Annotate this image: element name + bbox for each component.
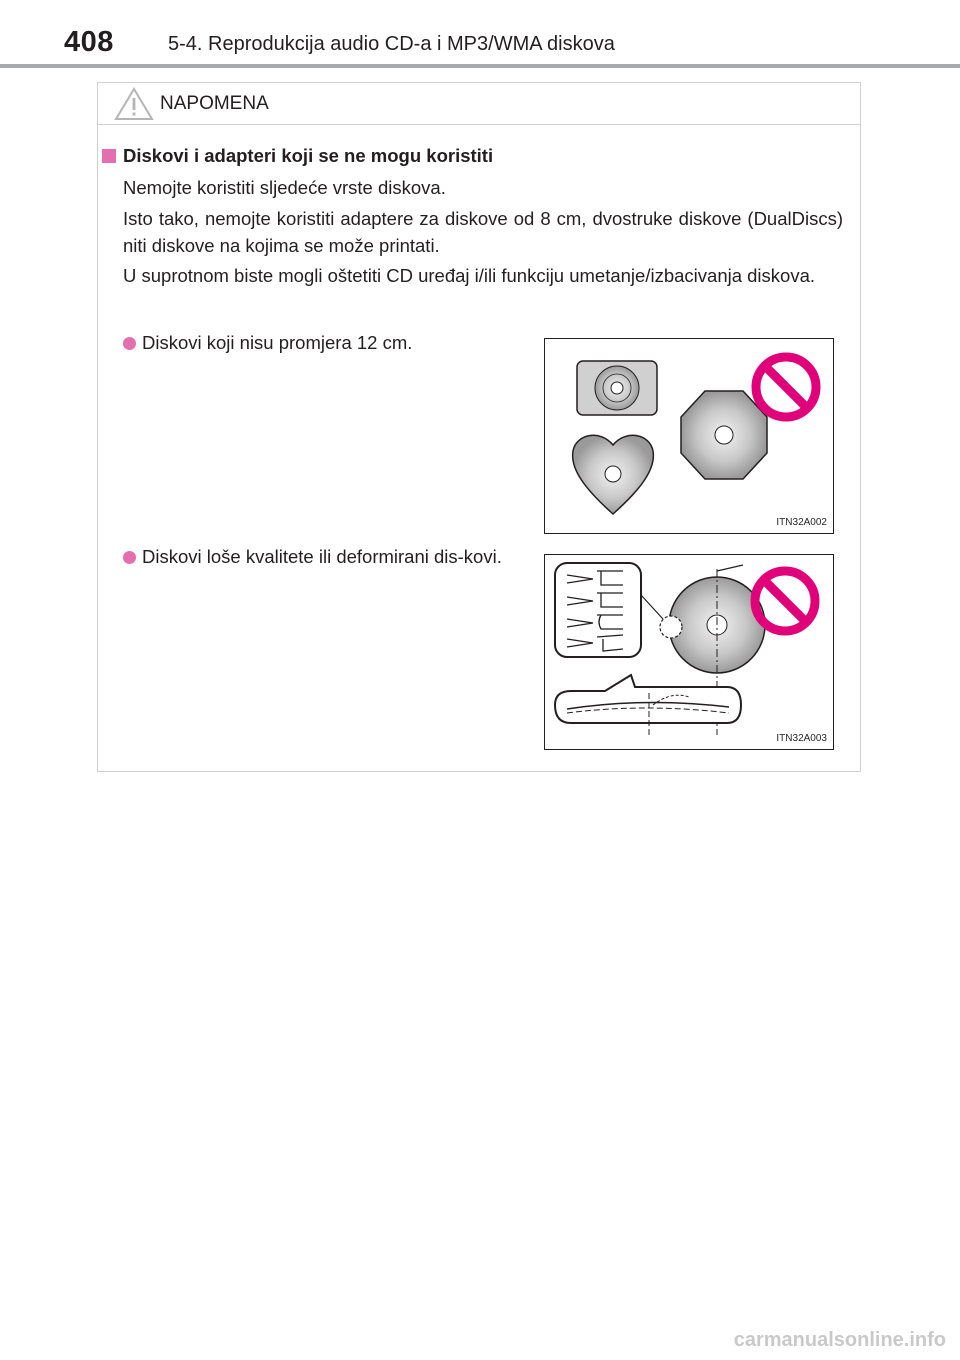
- square-bullet-icon: [102, 149, 116, 163]
- note-box: [97, 82, 861, 772]
- note-title: NAPOMENA: [160, 93, 269, 114]
- bullet-item: [123, 329, 503, 356]
- circle-bullet-icon: [123, 551, 136, 564]
- watermark: carmanualsonline.info: [733, 1329, 946, 1351]
- section-title: 5-4. Reprodukcija audio CD-a i MP3/WMA diskova: [168, 33, 615, 55]
- circle-bullet-icon: [123, 337, 136, 350]
- page-number: 408: [64, 26, 114, 58]
- note-header: [98, 83, 860, 125]
- bullet-text: Diskovi koji nisu promjera 12 cm.: [142, 332, 413, 353]
- subheading: [102, 145, 493, 167]
- subheading-text: Diskovi i adapteri koji se ne mogu koristiti: [123, 145, 494, 166]
- bullet-text: Diskovi loše kvalitete ili deformirani dis-kovi.: [142, 546, 502, 567]
- warning-icon: [114, 87, 154, 121]
- deformed-discs-illustration: [545, 555, 833, 749]
- page-header: [0, 0, 960, 70]
- bullet-item: [123, 543, 523, 570]
- figure-deformed-discs: [544, 554, 834, 750]
- header-rule: [0, 64, 960, 68]
- paragraph: U suprotnom biste mogli oštetiti CD uređaj i/ili funkciju umetanje/izbacivanja diskova.: [123, 265, 816, 286]
- figure-non-12cm-discs: [544, 338, 834, 534]
- figure-code: ITN32A003: [776, 733, 827, 744]
- paragraph: Nemojte koristiti sljedeće vrste diskova.: [123, 177, 446, 198]
- paragraph: Isto tako, nemojte koristiti adaptere za diskove od 8 cm, dvostruke diskove (DualDiscs) niti diskove na kojima se može printati.: [123, 208, 843, 256]
- odd-shaped-discs-illustration: [545, 339, 833, 533]
- figure-code: ITN32A002: [776, 517, 827, 528]
